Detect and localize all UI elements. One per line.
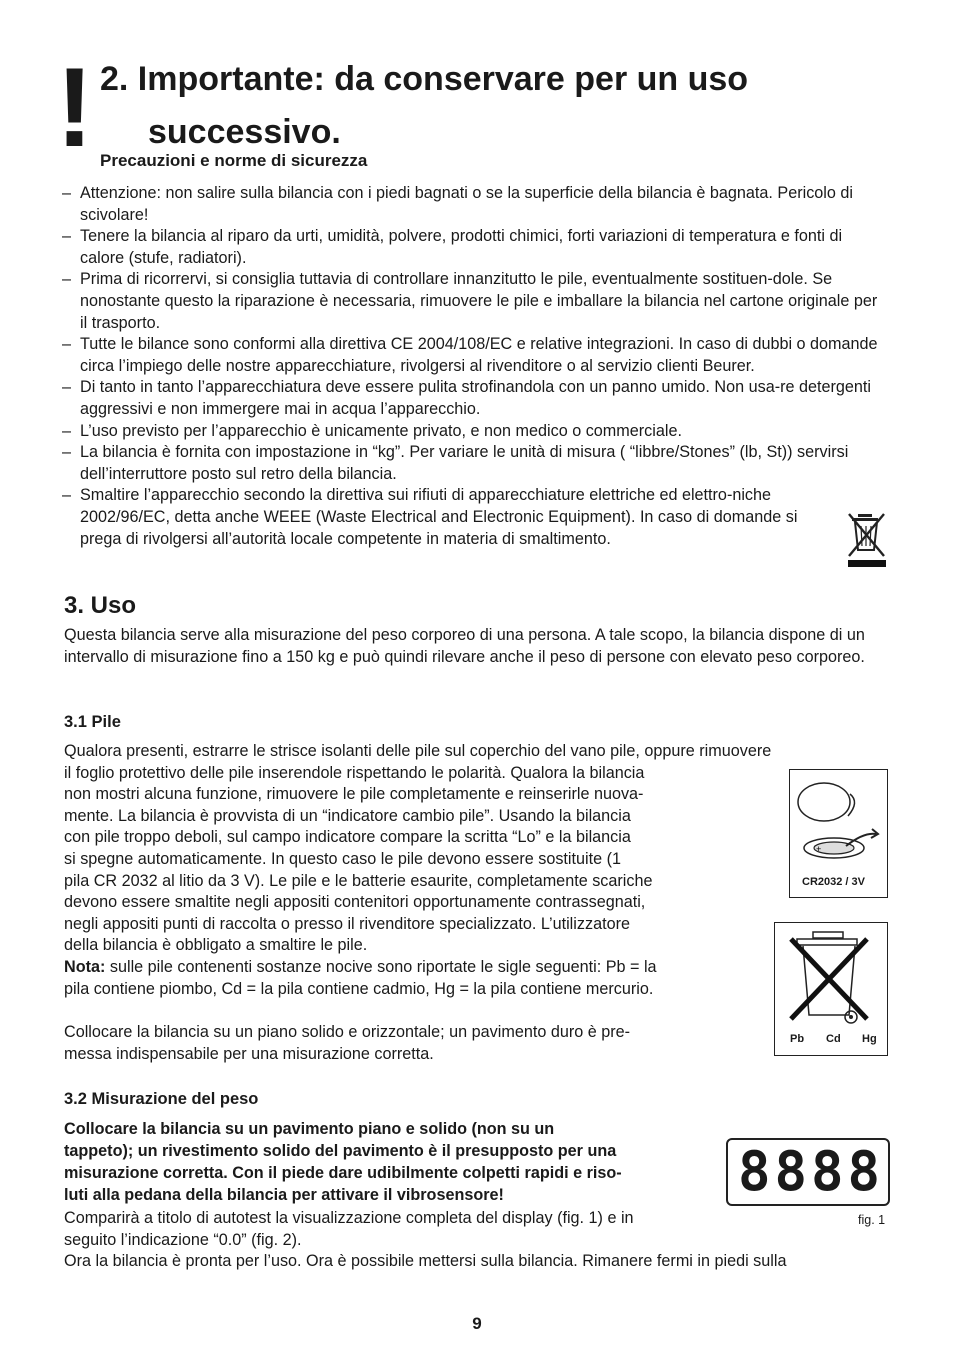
pile-line: si spegne automaticamente. In questo caso le pile devono essere sostituite (1 <box>64 850 621 868</box>
pile-line: negli appositi punti di raccolta o presso il rivenditore specializzato. L’utilizzatore <box>64 915 630 933</box>
lead-label: Pb <box>790 1033 805 1045</box>
battery-disposal-figure <box>774 922 888 1056</box>
safety-item: – Smaltire l’apparecchio secondo la direttiva sui rifiuti di apparecchiature elettriche ed elettro-niche 2002/96/EC, detta anche WEEE (Waste Electrical and Electronic Equipment). In caso di domande si prega di rivolgersi all’autorità locale competente in materia di smaltimento. <box>62 485 888 550</box>
misurazione-heading: 3.2 Misurazione del peso <box>64 1090 259 1108</box>
note-line <box>64 957 657 979</box>
crossed-bin-icon <box>783 929 879 1029</box>
pile-line: Qualora presenti, estrarre le strisce isolanti delle pile sul coperchio del vano pile, oppure rimuovere <box>64 742 772 760</box>
misurazione-line: seguito l’indicazione “0.0” (fig. 2). <box>64 1231 302 1249</box>
section-title-line2: successivo. <box>148 113 341 151</box>
display-figure <box>726 1138 890 1206</box>
safety-item: – Tutte le bilance sono conformi alla direttiva CE 2004/108/EC e relative integrazioni. In caso di dubbi o domande circa l’impiego delle nostre apparecchiature, rivolgersi al rivenditore o al servizio clienti Beurer. <box>62 334 888 377</box>
pile-line: della bilancia è obbligato a smaltire le pile. <box>64 936 368 954</box>
misurazione-line: Comparirà a titolo di autotest la visualizzazione completa del display (fig. 1) e in <box>64 1209 634 1227</box>
misurazione-bold-line: tappeto); un rivestimento solido del pavimento è il presupposto per una <box>64 1142 617 1160</box>
coin-battery-icon <box>794 776 882 874</box>
pile-line: non mostri alcuna funzione, rimuovere le pile completamente e reinserirle nuova- <box>64 785 644 803</box>
placement-line: messa indispensabile per una misurazione corretta. <box>64 1045 434 1063</box>
safety-subtitle: Precauzioni e norme di sicurezza <box>100 151 368 170</box>
misurazione-line: Ora la bilancia è pronta per l’uso. Ora è possibile mettersi sulla bilancia. Rimanere fermi in piedi sulla <box>64 1252 787 1270</box>
safety-item: – L’uso previsto per l’apparecchio è unicamente privato, e non medico o commerciale. <box>62 421 888 443</box>
note-line: pila contiene piombo, Cd = la pila contiene cadmio, Hg = la pila contiene mercurio. <box>64 980 654 998</box>
placement-line: Collocare la bilancia su un piano solido e orizzontale; un pavimento duro è pre- <box>64 1023 631 1041</box>
pile-line: devono essere smaltite negli appositi contenitori opportunamente contrassegnati, <box>64 893 646 911</box>
pile-heading: 3.1 Pile <box>64 713 121 731</box>
fig-caption: fig. 1 <box>858 1213 886 1227</box>
safety-item: – La bilancia è fornita con impostazione in “kg”. Per variare le unità di misura ( “libbre/Stones” (lb, St)) servirsi dell’interruttore posto sul retro della bilancia. <box>62 442 888 485</box>
pile-line: il foglio protettivo delle pile inserendole rispettando le polarità. Qualora la bilancia <box>64 764 645 782</box>
section-title-line1: 2. Importante: da conservare per un uso <box>100 60 749 98</box>
note-label: Nota: <box>64 958 106 976</box>
battery-caption: CR2032 / 3V <box>802 876 865 888</box>
weee-bin-icon <box>846 510 888 568</box>
safety-item: – Attenzione: non salire sulla bilancia con i piedi bagnati o se la superficie della bilancia è bagnata. Pericolo di scivolare! <box>62 183 888 226</box>
safety-list <box>62 183 888 550</box>
svg-text:+: + <box>816 844 822 854</box>
pile-line: mente. La bilancia è provvista di un “indicatore cambio pile”. Usando la bilancia <box>64 807 631 825</box>
misurazione-bold-line: luti alla pedana della bilancia per attivare il vibrosensore! <box>64 1186 504 1204</box>
safety-item: – Tenere la bilancia al riparo da urti, umidità, polvere, prodotti chimici, forti variazioni di temperatura e fonti di calore (stufe, radiatori). <box>62 226 888 269</box>
pile-line: pila CR 2032 al litio da 3 V). Le pile e le batterie esaurite, completamente scariche <box>64 872 653 890</box>
cadmium-label: Cd <box>826 1033 841 1045</box>
safety-item: – Prima di ricorrervi, si consiglia tuttavia di controllare innanzitutto le pile, eventualmente sostituen-dole. Se nonostante questo la riparazione è necessaria, rimuovere le pile e imballare la bilancia nel cartone originale per il trasporto. <box>62 269 888 334</box>
pile-line: con pile troppo deboli, sul campo indicatore compare la scritta “Lo” e la bilancia <box>64 828 631 846</box>
misurazione-bold-line: Collocare la bilancia su un pavimento piano e solido (non su un <box>64 1120 555 1138</box>
safety-item: – Di tanto in tanto l’apparecchiatura deve essere pulita strofinandola con un panno umido. Non usa-re detergenti aggressivi e non immergere mai in acqua l’apparecchio. <box>62 377 888 420</box>
uso-heading: 3. Uso <box>64 592 137 619</box>
mercury-label: Hg <box>862 1033 877 1045</box>
battery-figure <box>789 769 888 898</box>
uso-paragraph: Questa bilancia serve alla misurazione del peso corporeo di una persona. A tale scopo, la bilancia dispone di un intervallo di misurazione fino a 150 kg e può quindi rilevare anche il peso di persone con elevato peso corporeo. <box>64 626 865 666</box>
display-digits: 8888 <box>738 1140 885 1203</box>
page-number: 9 <box>472 1314 482 1333</box>
misurazione-bold-line: misurazione corretta. Con il piede dare udibilmente colpetti rapidi e riso- <box>64 1164 622 1182</box>
exclamation-mark: ! <box>56 45 94 170</box>
note-text: sulle pile contenenti sostanze nocive sono riportate le sigle seguenti: Pb = la <box>105 958 657 976</box>
